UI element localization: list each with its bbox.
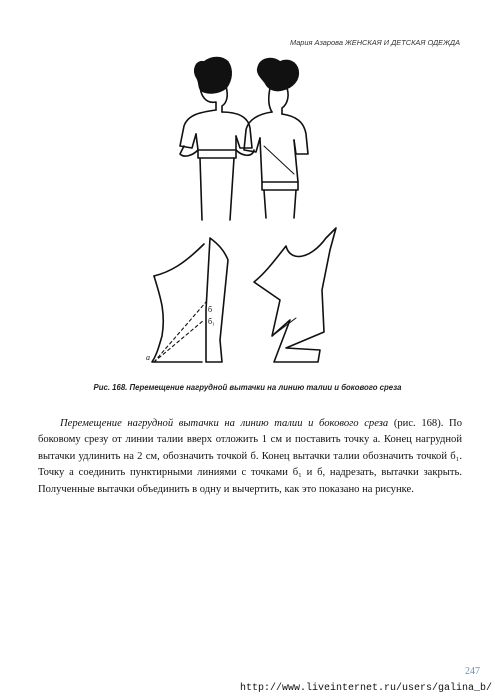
page-header: Мария Азарова ЖЕНСКАЯ И ДЕТСКАЯ ОДЕЖДА	[289, 38, 460, 47]
paragraph-text: (рис. 168). По боковому срезу от линии талии вверх отложить 1 см и поставить точку а. Конец нагрудной вытачки удлинить на 2 см, обозначить точкой б. Конец вытачки талии обозначить точкой б₁. Точку а соединить пунктирными линиями с точками б₁ и б, надрезать, вытачки закрыть. Полученные вытачки объединить в одну и вычертить, как это показано на рисунке.	[38, 417, 462, 495]
figure-168	[140, 50, 360, 370]
body-paragraph	[38, 416, 462, 499]
page-number: 247	[465, 666, 480, 677]
paragraph-italic-lead: Перемещение нагрудной вытачки на линию талии и бокового среза	[60, 417, 389, 429]
pattern-after	[254, 228, 336, 362]
point-label-a: a	[146, 353, 150, 362]
footer-url[interactable]: http://www.liveinternet.ru/users/galina_b/	[239, 683, 492, 694]
figure-caption: Рис. 168. Перемещение нагрудной вытачки на линию талии и бокового среза	[93, 383, 402, 392]
point-label-b1: б₁	[208, 317, 215, 326]
fashion-sketch-right	[244, 59, 308, 218]
pattern-before	[146, 238, 228, 362]
point-label-b: б	[208, 305, 213, 314]
fashion-sketch-left	[180, 58, 254, 221]
